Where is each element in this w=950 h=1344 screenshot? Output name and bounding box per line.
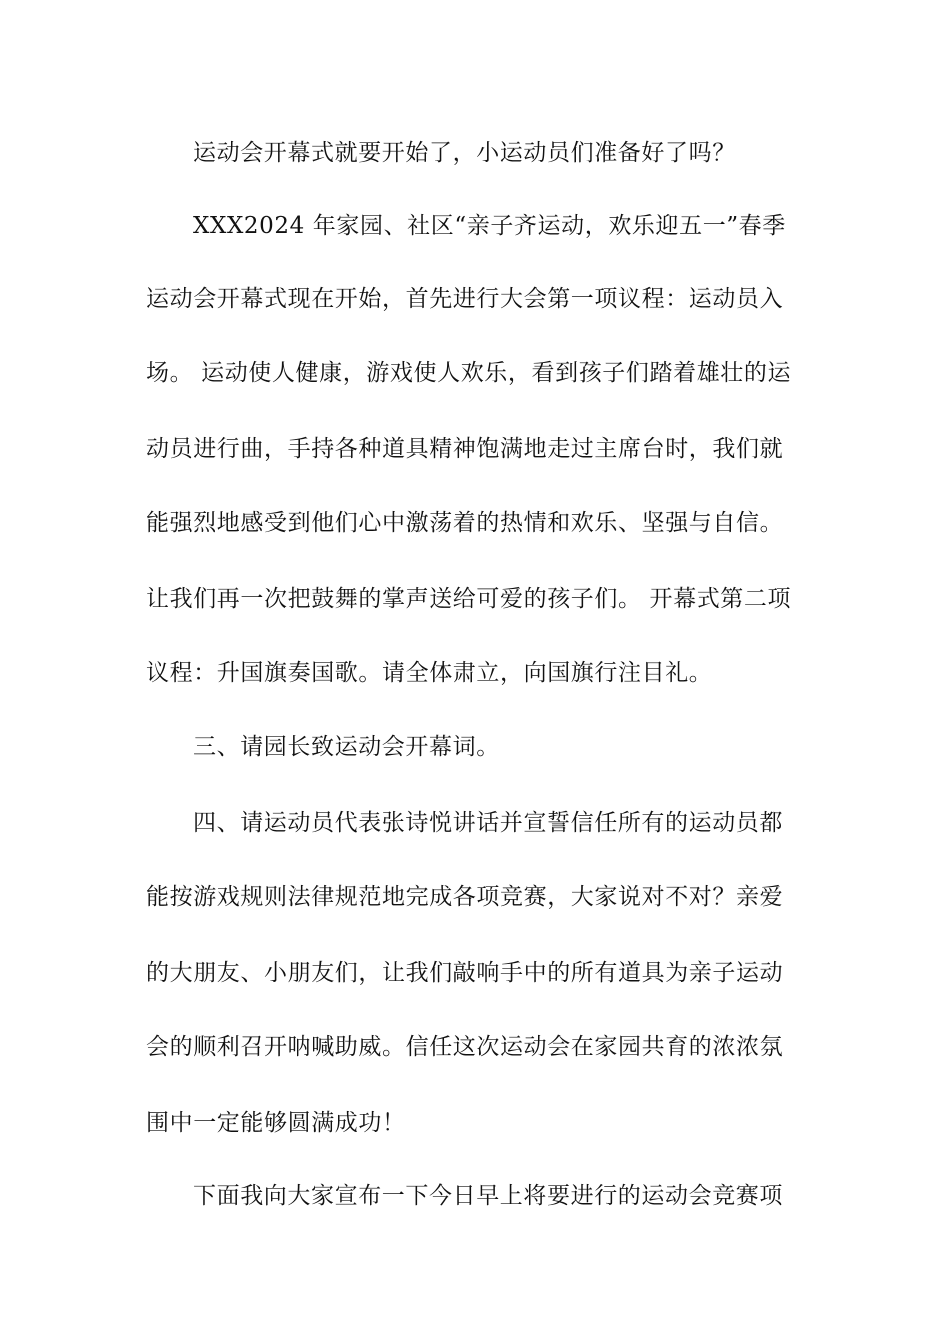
text-line: 围中一定能够圆满成功！: [146, 1110, 406, 1136]
text-line: 能按游戏规则法律规范地完成各项竞赛，大家说对不对？亲爱: [146, 884, 784, 910]
text-line: 运动会开幕式就要开始了，小运动员们准备好了吗？: [193, 140, 736, 166]
text-line: 四、请运动员代表张诗悦讲话并宣誓信任所有的运动员都: [193, 810, 783, 836]
text-line: 的大朋友、小朋友们，让我们敲响手中的所有道具为亲子运动: [146, 960, 784, 986]
text-line: 会的顺利召开呐喊助威。信任这次运动会在家园共育的浓浓氛: [146, 1034, 784, 1060]
text-line: 动员进行曲，手持各种道具精神饱满地走过主席台时，我们就: [146, 436, 784, 462]
text-line: 三、请园长致运动会开幕词。: [193, 734, 500, 760]
text-line: 运动会开幕式现在开始，首先进行大会第一项议程：运动员入: [146, 286, 784, 312]
text-line: 场。 运动使人健康，游戏使人欢乐，看到孩子们踏着雄壮的运: [146, 360, 792, 386]
text-line: XXX2024 年家园、社区“亲子齐运动，欢乐迎五一”春季: [193, 213, 786, 239]
text-line: 议程：升国旗奏国歌。请全体肃立，向国旗行注目礼。: [146, 660, 713, 686]
text-line: 让我们再一次把鼓舞的掌声送给可爱的孩子们。 开幕式第二项: [146, 586, 792, 612]
text-line: 下面我向大家宣布一下今日早上将要进行的运动会竞赛项: [193, 1183, 783, 1209]
text-line: 能强烈地感受到他们心中激荡着的热情和欢乐、坚强与自信。: [146, 510, 784, 536]
